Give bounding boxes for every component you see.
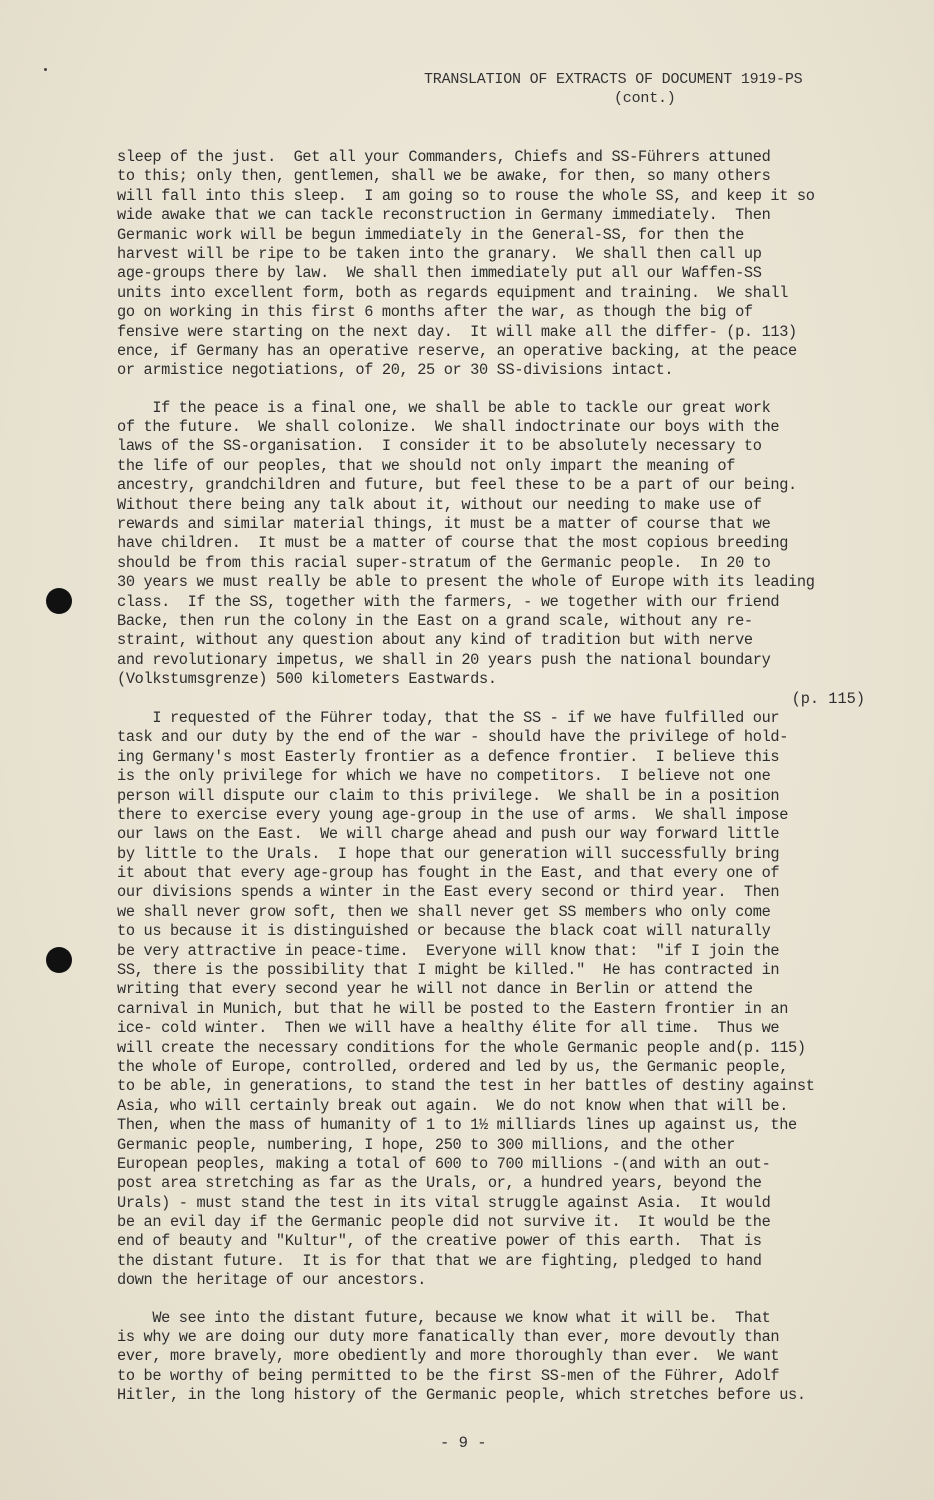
text-line: SS, there is the possibility that I might be killed." He has contracted in — [117, 961, 780, 980]
text-line: be very attractive in peace-time. Everyone will know that: "if I join the — [117, 941, 780, 960]
text-line: Then, when the mass of humanity of 1 to 1½ milliards lines up against us, the — [117, 1116, 797, 1135]
text-line: go on working in this first 6 months after the war, as though the big of — [117, 303, 753, 322]
text-line: rewards and similar material things, it must be a matter of course that we — [117, 515, 771, 534]
text-line: is why we are doing our duty more fanatically than ever, more devoutly than — [117, 1328, 780, 1347]
text-line: class. If the SS, together with the farmers, - we together with our friend — [117, 592, 780, 611]
document-subtitle: (cont.) — [614, 90, 676, 107]
text-line: ing Germany's most Easterly frontier as a defence frontier. I believe this — [117, 747, 780, 766]
text-line: to us because it is distinguished or because the black coat will naturally — [117, 922, 771, 941]
paragraph — [117, 399, 877, 690]
text-line: harvest will be ripe to be taken into the granary. We shall then call up — [117, 244, 762, 263]
text-line: or armistice negotiations, of 20, 25 or 30 SS-divisions intact. — [117, 361, 674, 380]
text-line: of the future. We shall colonize. We shall indoctrinate our boys with the — [117, 418, 780, 437]
paragraph — [117, 148, 877, 381]
text-line: we shall never grow soft, then we shall never get SS members who only come — [117, 902, 771, 921]
punch-hole — [46, 947, 72, 973]
text-line: be an evil day if the Germanic people did not survive it. It would be the — [117, 1213, 771, 1232]
text-line: task and our duty by the end of the war - should have the privilege of hold- — [117, 728, 789, 747]
text-line: (Volkstumsgrenze) 500 kilometers Eastwards. — [117, 670, 497, 689]
text-line: Asia, who will certainly break out again. We do not know when that will be. — [117, 1096, 789, 1115]
text-line: and revolutionary impetus, we shall in 20 years push the national boundary — [117, 650, 771, 669]
text-line: carnival in Munich, but that he will be posted to the Eastern frontier in an — [117, 999, 789, 1018]
text-line: ever, more bravely, more obediently and more thoroughly than ever. We want — [117, 1347, 780, 1366]
document-body — [117, 148, 877, 1406]
text-line: laws of the SS-organisation. I consider it to be absolutely necessary to — [117, 437, 762, 456]
text-line: the life of our peoples, that we should not only impart the meaning of — [117, 456, 736, 475]
text-line: to be worthy of being permitted to be the first SS-men of the Führer, Adolf — [117, 1366, 780, 1385]
text-line: end of beauty and "Kultur", of the creative power of this earth. That is — [117, 1232, 762, 1251]
text-line: our laws on the East. We will charge ahead and push our way forward little — [117, 825, 780, 844]
text-line: Urals) - must stand the test in its vital struggle against Asia. It would — [117, 1193, 771, 1212]
text-line: European peoples, making a total of 600 to 700 millions -(and with an out- — [117, 1154, 771, 1173]
text-line: ancestry, grandchildren and future, but feel these to be a part of our being. — [117, 476, 797, 495]
text-line: wide awake that we can tackle reconstruction in Germany immediately. Then — [117, 206, 771, 225]
text-line: there to exercise every young age-group in the use of arms. We shall impose — [117, 805, 789, 824]
text-line: ence, if Germany has an operative reserve, an operative backing, at the peace — [117, 341, 797, 360]
text-line: fensive were starting on the next day. It will make all the differ- (p. 113) — [117, 322, 797, 341]
text-line: to be able, in generations, to stand the test in her battles of destiny against — [117, 1077, 815, 1096]
text-line: is the only privilege for which we have no competitors. I believe not one — [117, 767, 771, 786]
text-line: person will dispute our claim to this privilege. We shall be in a position — [117, 786, 780, 805]
text-line: Without there being any talk about it, without our needing to make use of — [117, 495, 762, 514]
text-line: 30 years we must really be able to present the whole of Europe with its leading — [117, 573, 815, 592]
text-line: down the heritage of our ancestors. — [117, 1271, 427, 1290]
text-line: it about that every age-group has fought in the East, and that every one of — [117, 864, 780, 883]
punch-hole — [46, 588, 72, 614]
paragraph — [117, 690, 877, 1291]
document-header — [424, 70, 884, 108]
text-line: ice- cold winter. Then we will have a healthy élite for all time. Thus we — [117, 1019, 780, 1038]
text-line: age-groups there by law. We shall then immediately put all our Waffen-SS — [117, 264, 762, 283]
page-number: - 9 - — [440, 1434, 487, 1452]
text-line: We see into the distant future, because we know what it will be. That — [117, 1308, 771, 1327]
text-line: by little to the Urals. I hope that our generation will successfully bring — [117, 844, 780, 863]
text-line: post area stretching as far as the Urals, or, a hundred years, beyond the — [117, 1174, 762, 1193]
text-line: will create the necessary conditions for the whole Germanic people and(p. 115) — [117, 1038, 806, 1057]
document-title: TRANSLATION OF EXTRACTS OF DOCUMENT 1919-PS — [424, 71, 803, 88]
text-line: I requested of the Führer today, that the SS - if we have fulfilled our — [117, 708, 780, 727]
text-line: Germanic work will be begun immediately in the General-SS, for then the — [117, 225, 744, 244]
paper-speck — [44, 68, 47, 71]
text-line: the whole of Europe, controlled, ordered and led by us, the Germanic people, — [117, 1057, 789, 1076]
text-line: to this; only then, gentlemen, shall we be awake, for then, so many others — [117, 167, 771, 186]
text-line: will fall into this sleep. I am going so to rouse the whole SS, and keep it so — [117, 186, 815, 205]
text-line: writing that every second year he will not dance in Berlin or attend the — [117, 980, 753, 999]
text-line: units into excellent form, both as regards equipment and training. We shall — [117, 283, 789, 302]
text-line: If the peace is a final one, we shall be able to tackle our great work — [117, 398, 771, 417]
text-line: our divisions spends a winter in the East every second or third year. Then — [117, 883, 780, 902]
text-line: Germanic people, numbering, I hope, 250 to 300 millions, and the other — [117, 1135, 736, 1154]
text-line: Backe, then run the colony in the East on a grand scale, without any re- — [117, 611, 753, 630]
text-line: straint, without any question about any kind of tradition but with nerve — [117, 631, 753, 650]
text-line: should be from this racial super-stratum of the Germanic people. In 20 to — [117, 553, 771, 572]
text-line: Hitler, in the long history of the Germanic people, which stretches before us. — [117, 1386, 806, 1405]
text-line: have children. It must be a matter of course that the most copious breeding — [117, 534, 789, 553]
page-reference: (p. 115) — [791, 689, 865, 708]
paragraph — [117, 1309, 877, 1406]
text-line: the distant future. It is for that that we are fighting, pledged to hand — [117, 1251, 762, 1270]
text-line: sleep of the just. Get all your Commanders, Chiefs and SS-Führers attuned — [117, 148, 771, 166]
